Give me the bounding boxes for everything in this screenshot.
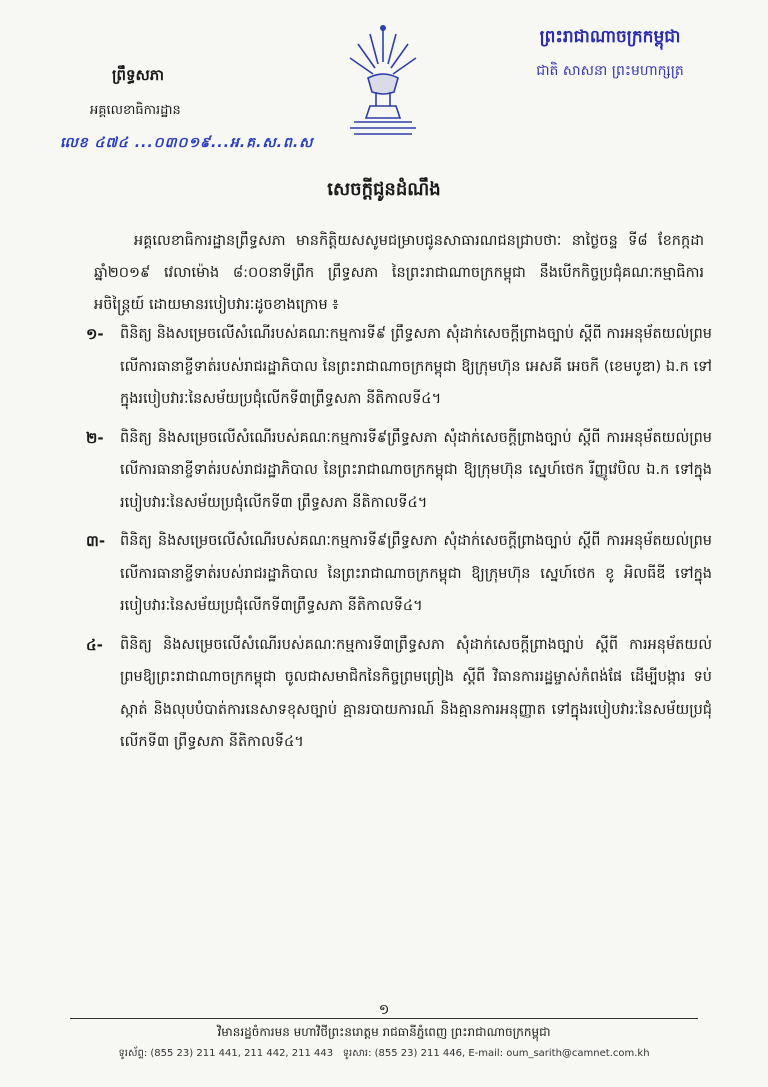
agenda-item-number: ១- — [86, 325, 104, 343]
page-number: ១ — [378, 1002, 390, 1018]
phone-number: (855 23) 211 441, 211 442, 211 443 — [150, 1048, 334, 1059]
agenda-item — [86, 629, 712, 759]
organization-name: ព្រឹទ្ធសភា — [112, 66, 165, 84]
footer-contact — [0, 1046, 768, 1061]
agenda-item-text: ពិនិត្យ និងសម្រេចលើសំណើរបស់គណៈកម្មការទី៩ ព្រឹទ្ធសភា សុំដាក់សេចក្ដីព្រាងច្បាប់ ស្ដីពី ការអនុម័តយល់ព្រមលើការធានាខ្ចីទាត់របស់រាជរដ្ឋាភិបាល នៃព្រះរាជាណាចក្រកម្ពុជា ឱ្យក្រុមហ៊ុន អេសគី អេចកី (ខេមបូឌា) ឯ.ក ទៅក្នុងរបៀបវារៈនៃសម័យប្រជុំលើកទី៣ព្រឹទ្ធសភា នីតិកាលទី៤។ — [120, 326, 712, 407]
agenda-item-number: ៤- — [86, 635, 103, 654]
footer-address: វិមានរដ្ឋចំការមន មហាវិថីព្រះនរោត្តម រាជធានីភ្នំពេញ ព្រះរាជាណាចក្រកម្ពុជា — [217, 1025, 551, 1039]
document-title: សេចក្ដីជូនដំណឹង — [327, 179, 441, 200]
agenda-item-number: ៣- — [86, 532, 106, 550]
department-name: អគ្គលេខាធិការដ្ឋាន — [90, 103, 181, 118]
agenda-item — [86, 525, 712, 623]
agenda-item-number: ២- — [86, 428, 104, 447]
intro-paragraph: អគ្គលេខាធិការដ្ឋានព្រឹទ្ធសភា មានកិត្តិយសសូមជម្រាបជូនសាធារណជនជ្រាបថាៈ នាថ្ងៃចន្ទ ទី៨ ខែកក្កដា ឆ្នាំ២០១៩ វេលាម៉ោង ៨:០០នាទីព្រឹក ព្រឹទ្ធសភា នៃព្រះរាជាណាចក្រកម្ពុជា នឹងបើកកិច្ចប្រជុំគណៈកម្មាធិការអចិន្ត្រៃយ៍ ដោយមានរបៀបវារៈដូចខាងក្រោម ៖ — [94, 233, 704, 313]
phone-label: ទូរស័ព្ទ: — [118, 1048, 148, 1059]
national-motto: ជាតិ សាសនា ព្រះមហាក្សត្រ — [536, 63, 684, 79]
fax-number: (855 23) 211 446, — [374, 1048, 466, 1059]
sender-block — [60, 66, 314, 154]
email-address: E-mail: oum_sarith@camnet.com.kh — [468, 1048, 650, 1059]
kingdom-title: ព្រះរាជាណាចក្រកម្ពុជា — [539, 27, 681, 47]
agenda-item-text: ពិនិត្យ និងសម្រេចលើសំណើរបស់គណៈកម្មការទី៩ព្រឹទ្ធសភា សុំដាក់សេចក្ដីព្រាងច្បាប់ ស្ដីពី ការអនុម័តយល់ព្រមលើការធានាខ្ចីទាត់របស់រាជរដ្ឋាភិបាល នៃព្រះរាជាណាចក្រកម្ពុជា ឱ្យក្រុមហ៊ុន ស្នេហ៍ថេក រីញ្ញូវេបិល ឯ.ក ទៅក្នុងរបៀបវារៈនៃសម័យប្រជុំលើកទី៣ ព្រឹទ្ធសភា នីតិកាលទី៤។ — [120, 429, 712, 511]
senate-emblem-icon — [340, 22, 426, 142]
kingdom-block — [490, 26, 730, 82]
reference-number: លេខ ៤៧៤ ...០៣០១៩...អ.គ.ស.ព.ស — [60, 135, 314, 151]
agenda-item — [86, 318, 712, 416]
footer-divider — [70, 1018, 698, 1019]
agenda-item — [86, 422, 712, 520]
agenda-list — [86, 318, 712, 765]
agenda-item-text: ពិនិត្យ និងសម្រេចលើសំណើរបស់គណៈកម្មការទី៩ព្រឹទ្ធសភា សុំដាក់សេចក្ដីព្រាងច្បាប់ ស្ដីពី ការអនុម័តយល់ព្រមលើការធានាខ្ចីទាត់របស់រាជរដ្ឋាភិបាល នៃព្រះរាជាណាចក្រកម្ពុជា ឱ្យក្រុមហ៊ុន ស្នេហ៍ថេក ខូ អិលធីឌី ទៅក្នុងរបៀបវារៈនៃសម័យប្រជុំលើកទី៣ព្រឹទ្ធសភា នីតិកាលទី៤។ — [120, 533, 712, 614]
agenda-item-text: ពិនិត្យ និងសម្រេចលើសំណើរបស់គណៈកម្មការទី៣ព្រឹទ្ធសភា សុំដាក់សេចក្ដីព្រាងច្បាប់ ស្ដីពី ការអនុម័តយល់ព្រមឱ្យព្រះរាជាណាចក្រកម្ពុជា ចូលជាសមាជិកនៃកិច្ចព្រមព្រៀង ស្ដីពី វិធានការរដ្ឋម្ចាស់កំពង់ផែ ដើម្បីបង្ការ ទប់ស្កាត់ និងលុបបំបាត់ការនេសាទខុសច្បាប់ គ្មានរបាយការណ៍ និងគ្មានការអនុញ្ញាត ទៅក្នុងរបៀបវារៈនៃសម័យប្រជុំលើកទី៣ ព្រឹទ្ធសភា នីតិកាលទី៤។ — [120, 636, 712, 750]
fax-label: ទូរសារ: — [342, 1048, 372, 1059]
